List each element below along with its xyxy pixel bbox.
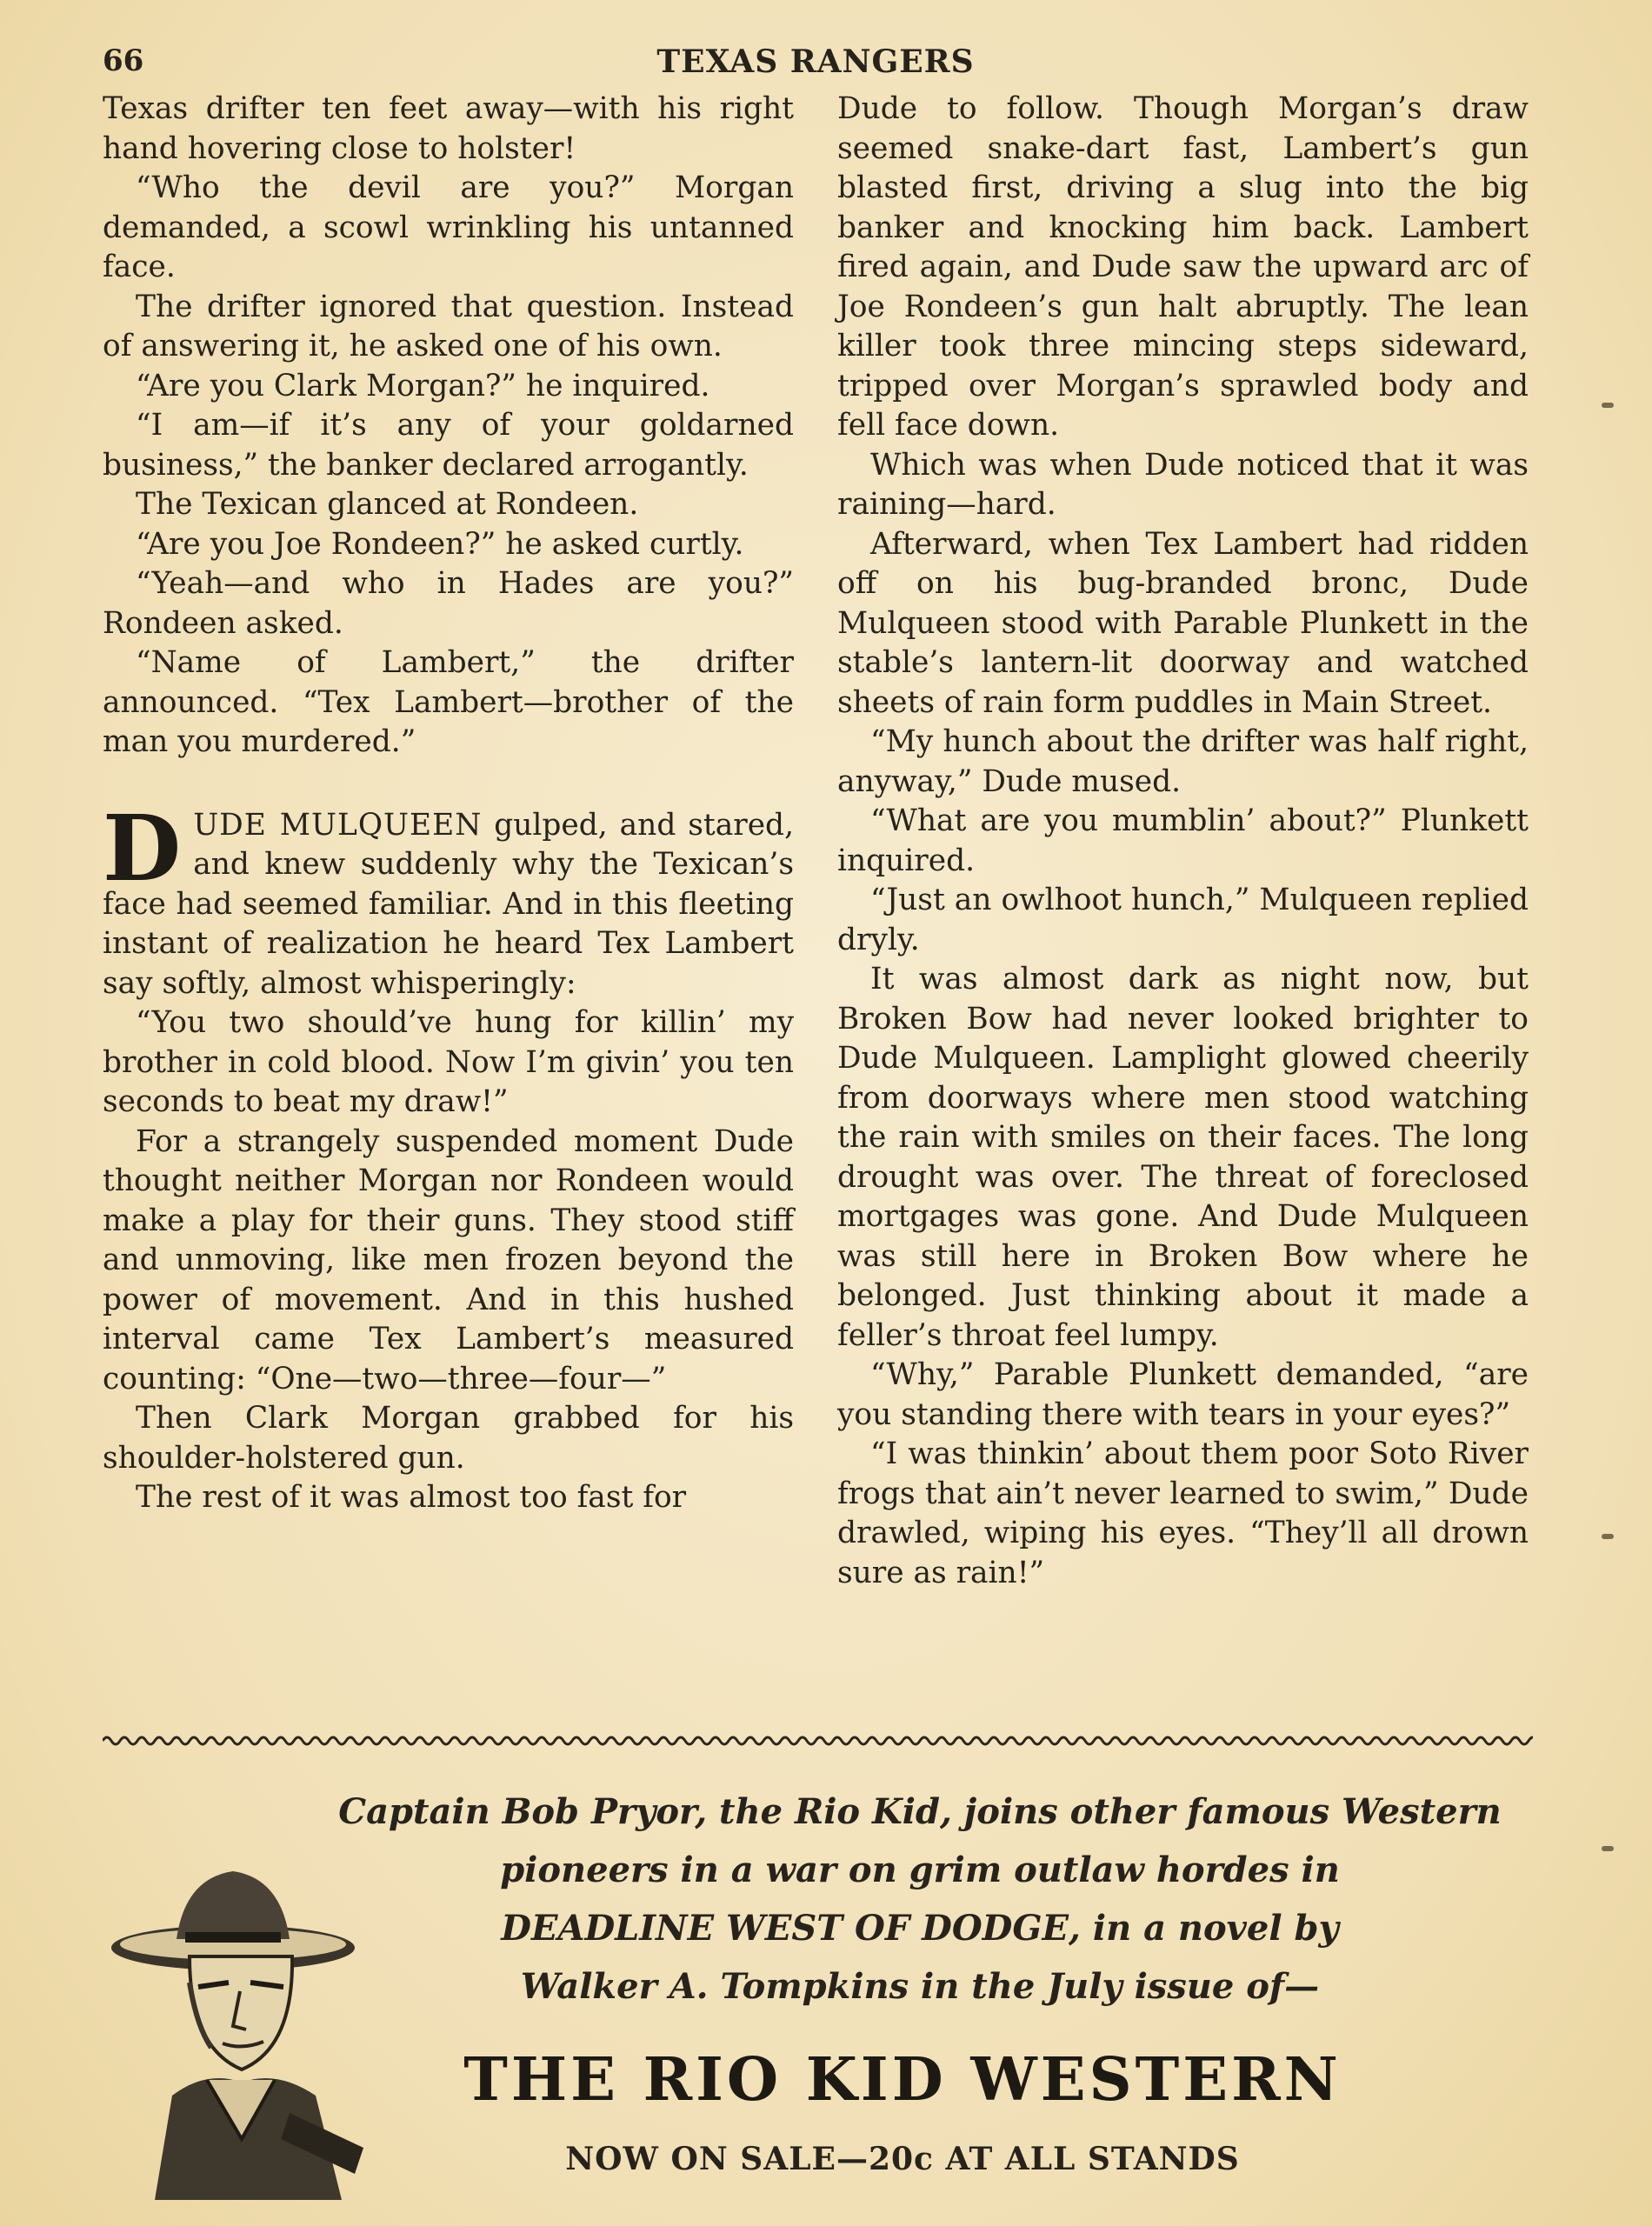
- binding-mark: [1602, 403, 1614, 408]
- drop-cap-paragraph: [103, 794, 794, 1004]
- drop-cap-letter: D: [103, 794, 182, 902]
- ad-line: pioneers in a war on grim outlaw hordes in: [500, 1849, 1340, 1890]
- paragraph: “You two should’ve hung for killin’ my brother in cold blood. Now I’m givin’ you ten seconds to beat my draw!”: [103, 1005, 794, 1119]
- paragraph: The drifter ignored that question. Instead of answering it, he asked one of his own.: [103, 289, 794, 363]
- binding-mark: [1602, 1846, 1614, 1851]
- paragraph: “Why,” Parable Plunkett demanded, “are you standing there with tears in your eyes?”: [837, 1357, 1529, 1432]
- paragraph: Which was when Dude noticed that it was raining—hard.: [837, 447, 1529, 522]
- left-column: [103, 90, 794, 1518]
- paragraph: Dude to follow. Though Morgan’s draw seemed snake-dart fast, Lambert’s gun blasted first, driving a slug into the big banker and knocking him back. Lambert fired again, and Dude saw the upward arc of Joe Rondeen’s gun halt abruptly. The lean killer took three mincing steps sideward, tripped over Morgan’s sprawled body and fell face down.: [837, 91, 1529, 443]
- page-number: 66: [103, 43, 144, 78]
- paragraph: “What are you mumblin’ about?” Plunkett inquired.: [837, 803, 1529, 878]
- binding-mark: [1602, 1534, 1614, 1539]
- wavy-divider-rule: [103, 1730, 1533, 1751]
- paragraph: The Texican glanced at Rondeen.: [136, 487, 639, 522]
- paragraph: “Are you Clark Morgan?” he inquired.: [136, 368, 710, 403]
- paragraph-text: gulped, and stared, and knew suddenly why the Texican’s face had seemed familiar. And in this fleeting instant of realization he heard Tex Lambert say softly, almost whisperingly:: [103, 807, 794, 1001]
- advertisement-box: [103, 1765, 1533, 2200]
- paragraph: Texas drifter ten feet away—with his right hand hovering close to holster!: [103, 91, 794, 166]
- right-column: [837, 90, 1529, 1593]
- magazine-title: THE RIO KID WESTERN: [463, 2045, 1342, 2115]
- paragraph: “Name of Lambert,” the drifter announced. “Tex Lambert—brother of the man you murdered.”: [103, 645, 794, 759]
- ad-copy: [311, 1783, 1529, 2016]
- paragraph: “Just an owlhoot hunch,” Mulqueen replied dryly.: [837, 883, 1529, 957]
- paragraph: “Are you Joe Rondeen?” he asked curtly.: [136, 526, 744, 562]
- paragraph: Then Clark Morgan grabbed for his shoulder-holstered gun.: [103, 1401, 794, 1476]
- paragraph: The rest of it was almost too fast for: [136, 1480, 687, 1515]
- page-header: [103, 43, 1529, 87]
- ad-line: DEADLINE WEST OF DODGE, in a novel by: [501, 1908, 1339, 1949]
- sale-notice: NOW ON SALE—20c AT ALL STANDS: [565, 2141, 1240, 2177]
- paragraph: “Who the devil are you?” Morgan demanded, a scowl wrinkling his untanned face.: [103, 170, 794, 284]
- paragraph: Afterward, when Tex Lambert had ridden off on his bug-branded bronc, Dude Mulqueen stood with Parable Plunkett in the stable’s lantern-lit doorway and watched sheets of rain form puddles in Main Street.: [837, 526, 1529, 720]
- paragraph: “Yeah—and who in Hades are you?” Rondeen asked.: [103, 566, 794, 641]
- paragraph: “My hunch about the drifter was half right, anyway,” Dude mused.: [837, 724, 1529, 799]
- lead-caps: UDE MULQUEEN: [193, 807, 483, 843]
- paragraph: “I was thinkin’ about them poor Soto River frogs that ain’t never learned to swim,” Dude drawled, wiping his eyes. “They’ll all drown sure as rain!”: [837, 1436, 1529, 1590]
- ad-line: Walker A. Tompkins in the July issue of—: [520, 1966, 1320, 2007]
- paragraph: It was almost dark as night now, but Broken Bow had never looked brighter to Dude Mulqueen. Lamplight glowed cheerily from doorways where men stood watching the rain with smiles on their faces. The long drought was over. The threat of foreclosed mortgages was gone. And Dude Mulqueen was still here in Broken Bow where he belonged. Just thinking about it made a feller’s throat feel lumpy.: [837, 962, 1529, 1353]
- ad-line: Captain Bob Pryor, the Rio Kid, joins other famous Western: [338, 1791, 1502, 1832]
- paragraph: “I am—if it’s any of your goldarned business,” the banker declared arrogantly.: [103, 408, 794, 483]
- paragraph: For a strangely suspended moment Dude thought neither Morgan nor Rondeen would make a play for their guns. They stood stiff and unmoving, like men frozen beyond the power of movement. And in this hushed interval came Tex Lambert’s measured counting: “One—two—three—four—”: [103, 1123, 794, 1396]
- running-head: TEXAS RANGERS: [656, 43, 975, 80]
